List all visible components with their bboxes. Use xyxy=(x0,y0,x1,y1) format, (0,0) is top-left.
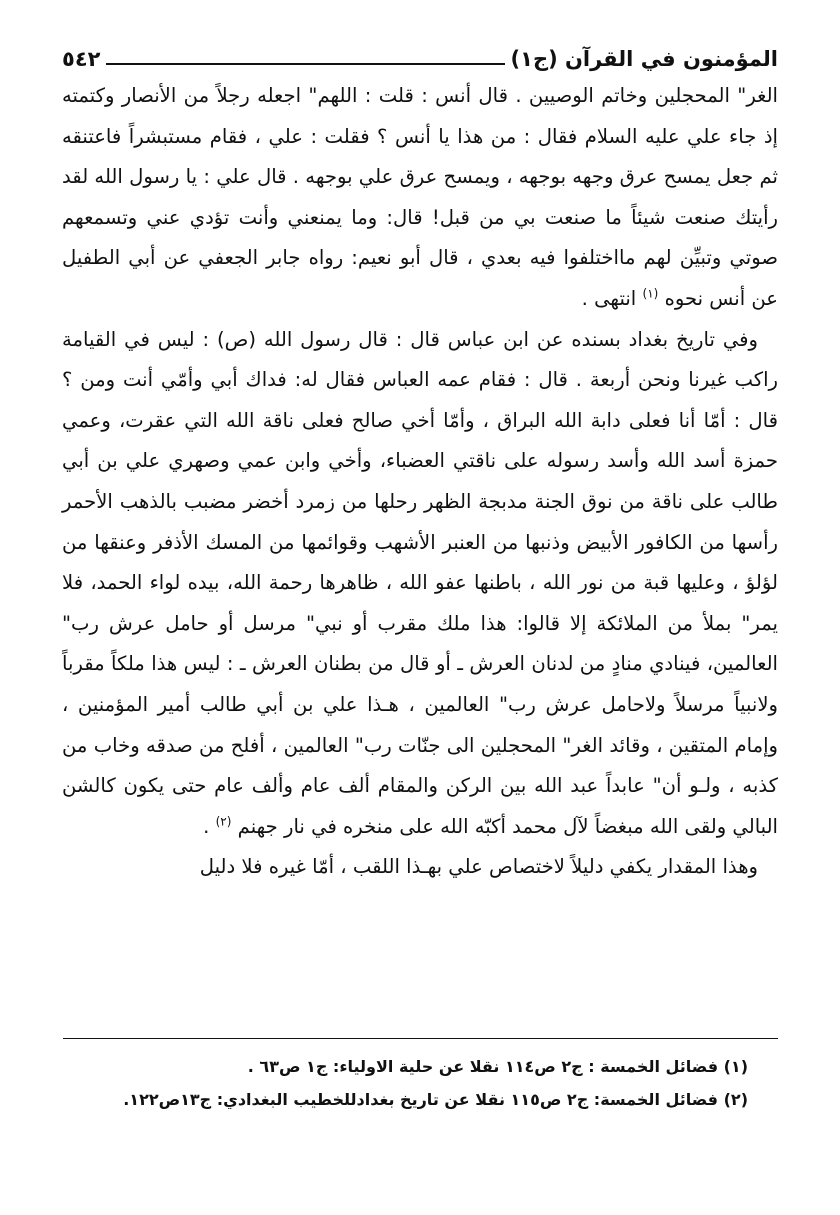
paragraph-3 xyxy=(62,847,778,888)
book-title: المؤمنون في القرآن (ج١) xyxy=(510,47,778,71)
footnote-separator xyxy=(63,1038,778,1039)
main-text xyxy=(62,76,778,888)
running-header xyxy=(62,30,778,70)
paragraph-2-text: وفي تاريخ بغداد بسنده عن ابن عباس قال : قال رسول الله (ص) : ليس في القيامة راكب غيرنا ونحن أربعة . قال : فقام عمه العباس فقال له: فداك أبي وأمّي أنت ومن ؟ قال : أمّا أنا فعلى دابة الله البراق ، وأمّا أخي صالح فعلى ناقة الله التي عقرت، وعمي حمزة أسد الله وأسد رسوله على ناقتي العضباء، وأخي وابن عمي وصهري علي بن أبي طالب على ناقة من نوق الجنة مدبجة الظهر رحلها من زمرد أخضر مضبب بالذهب الأحمر رأسها من الكافور الأبيض وذنبها من العنبر الأشهب وقوائمها من المسك الأذفر وعنقها من لؤلؤ ، وعليها قبة من نور الله ، باطنها عفو الله ، ظاهرها رحمة الله، بيده لواء الحمد، فلا يمر" بملأ من الملائكة إلا قالوا: هذا ملك مقرب أو نبي" مرسل أو حامل عرش رب" العالمين، فينادي منادٍ من لدنان العرش ـ أو قال من بطنان العرش ـ : ليس هذا ملكاً مقرباً ولانبياً مرسلاً ولاحامل عرش رب" العالمين ، هـذا علي بن أبي طالب أمير المؤمنين ، وإمام المتقين ، وقائد الغر" المحجلين الى جنّات رب" العالمين ، أفلح من صدقه وخاب من كذبه ، ولـو أن" عابداً عبد الله بين الركن والمقام ألف عام وألف عام حتى يكون كالشن البالي ولقى الله مبغضاً لآل محمد أكبّه الله على منخره في نار جهنم xyxy=(62,327,778,838)
paragraph-1 xyxy=(62,76,778,320)
header-rule xyxy=(106,63,504,65)
paragraph-1-text: الغر" المحجلين وخاتم الوصيين . قال أنس : قلت : اللهم" اجعله رجلاً من الأنصار وكتمته إذ جاء علي عليه السلام فقال : من هذا يا أنس ؟ فقلت : علي ، فقام مستبشراً فاعتنقه ثم جعل يمسح عرق وجهه بوجهه ، ويمسح عرق علي بوجهه . قال علي : يا رسول الله لقد رأيتك صنعت شيئاً ما صنعت بي من قبل! قال: وما يمنعني وأنت تؤدي عني وتسمعهم صوتي وتبيِّن لهم مااختلفوا فيه بعدي ، قال أبو نعيم: رواه جابر الجعفي عن أبي الطفيل عن أنس نحوه xyxy=(62,84,778,310)
footnote-1: (١) فضائل الخمسة : ج٢ ص١١٤ نقلا عن حلية الاولياء: ج١ ص٦٣ . xyxy=(247,1057,748,1076)
paragraph-3-text: وهذا المقدار يكفي دليلاً لاختصاص علي بهـذا اللقب ، أمّا غيره فلا دليل xyxy=(199,855,758,879)
page-number: ٥٤٢ xyxy=(62,47,101,71)
footnotes xyxy=(63,1050,778,1116)
footnote-reference-1: (١) xyxy=(642,286,659,301)
paragraph-2 xyxy=(62,320,778,848)
footnote-reference-2: (٢) xyxy=(215,814,232,829)
footnote-2: (٢) فضائل الخمسة: ج٢ ص١١٥ نقلا عن تاريخ بغدادللخطيب البغدادي: ج١٣ص١٢٢. xyxy=(123,1090,748,1109)
paragraph-2-end: . xyxy=(203,814,210,838)
paragraph-1-end: انتهى . xyxy=(581,286,637,310)
